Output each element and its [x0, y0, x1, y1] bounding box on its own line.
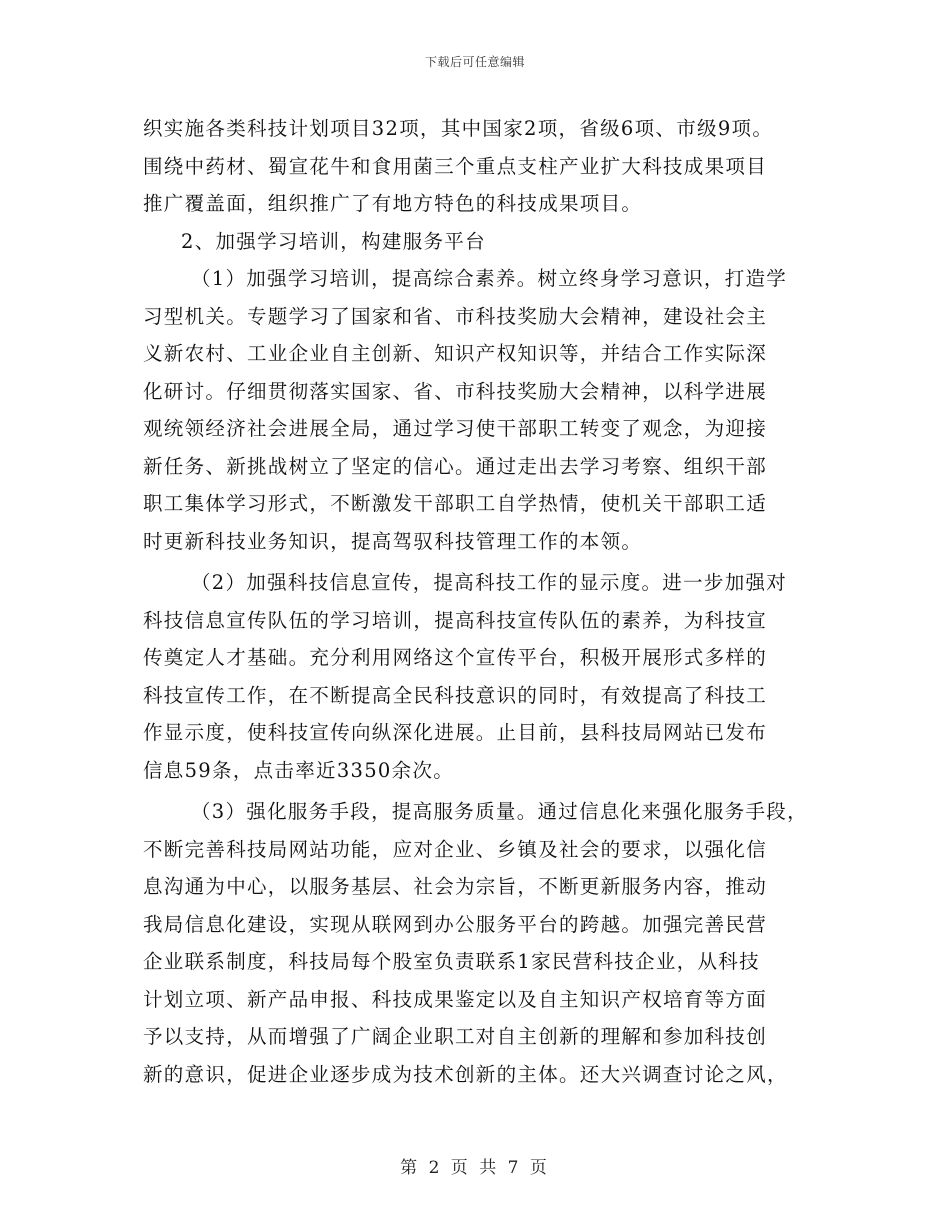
text-line: 职工集体学习形式，不断激发干部职工自学热情，使机关干部职工适	[143, 492, 768, 515]
text-line: 推广覆盖面，组织推广了有地方特色的科技成果项目。	[143, 192, 643, 215]
document-body	[143, 110, 823, 1093]
text-line: 义新农村、工业企业自主创新、知识产权知识等，并结合工作实际深	[143, 342, 768, 365]
page-number-footer: 第 2 页 共 7 页	[400, 1158, 550, 1178]
text-line: 企业联系制度，科技局每个股室负责联系1家民营科技企业，从科技	[143, 950, 760, 973]
text-line: 时更新科技业务知识，提高驾驭科技管理工作的本领。	[143, 529, 643, 553]
text-line: 观统领经济社会进展全局，通过学习使干部职工转变了观念，为迎接	[143, 417, 768, 440]
text-line: 科技信息宣传队伍的学习培训，提高科技宣传队伍的素养，为科技宣	[143, 608, 768, 632]
paragraph	[143, 793, 823, 1093]
text-line: 我局信息化建设，实现从联网到办公服务平台的跨越。加强完善民营	[143, 912, 768, 936]
text-line: 新任务、新挑战树立了坚定的信心。通过走出去学习考察、组织干部	[143, 454, 768, 478]
text-line: 不断完善科技局网站功能，应对企业、乡镇及社会的要求，以强化信	[143, 837, 768, 861]
text-line: 科技宣传工作，在不断提高全民科技意识的同时，有效提高了科技工	[143, 683, 768, 707]
text-line: 信息59条，点击率近3350余次。	[143, 758, 455, 782]
text-line: 围绕中药材、蜀宣花牛和食用菌三个重点支柱产业扩大科技成果项目	[143, 154, 768, 178]
text-line: （2）加强科技信息宣传，提高科技工作的显示度。进一步加强对	[191, 571, 788, 594]
text-line: 传奠定人才基础。充分利用网络这个宣传平台，积极开展形式多样的	[143, 646, 768, 669]
text-line: 息沟通为中心，以服务基层、社会为宗旨，不断更新服务内容，推动	[143, 875, 768, 898]
text-line: 作显示度，使科技宣传向纵深化进展。止目前，县科技局网站已发布	[143, 721, 768, 744]
paragraph	[143, 564, 823, 789]
text-line: 2、加强学习培训，构建服务平台	[181, 229, 486, 253]
paragraph	[143, 260, 823, 560]
text-line: （3）强化服务手段，提高服务质量。通过信息化来强化服务手段，	[191, 800, 808, 823]
page-header-note: 下载后可任意编辑	[424, 55, 525, 69]
text-line: 予以支持，从而增强了广阔企业职工对自主创新的理解和参加科技创	[143, 1025, 768, 1048]
paragraph	[143, 110, 823, 223]
text-line: 计划立项、新产品申报、科技成果鉴定以及自主知识产权培育等方面	[143, 987, 768, 1011]
text-line: （1）加强学习培训，提高综合素养。树立终身学习意识，打造学	[191, 267, 788, 290]
text-line: 化研讨。仔细贯彻落实国家、省、市科技奖励大会精神，以科学进展	[143, 379, 768, 403]
text-line: 新的意识，促进企业逐步成为技术创新的主体。还大兴调查讨论之风，	[143, 1062, 788, 1086]
text-line: 习型机关。专题学习了国家和省、市科技奖励大会精神，建设社会主	[143, 304, 768, 328]
text-line: 织实施各类科技计划项目32项，其中国家2项，省级6项、市级9项。	[143, 117, 774, 140]
section-heading	[143, 223, 823, 261]
